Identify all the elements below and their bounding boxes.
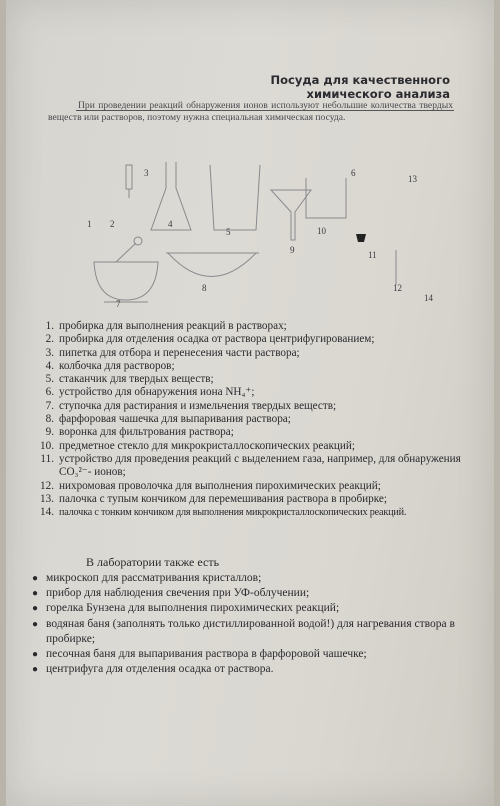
list-item: 1. пробирка для выполнения реакций в растворах; [45, 320, 287, 332]
list-item: 13. палочка с тупым кончиком для перемешивания раствора в пробирке; [40, 492, 387, 505]
also-heading: В лаборатории также есть [86, 555, 220, 569]
figure-number-6: 6 [351, 168, 356, 178]
intro-paragraph: При проведении реакций обнаружения ионов используют небольшие количества твердых веществ или растворов, поэтому нужна специальная химическая посуда. [48, 100, 453, 123]
figure-number-13: 13 [408, 174, 417, 184]
bullet-icon: ● [32, 649, 39, 661]
list-item: 10. предметное стекло для микрокристаллоскопических реакций; [40, 439, 355, 452]
pipette-drawing [126, 165, 132, 189]
list-item: 2. пробирка для отделения осадка от раствора центрифугированием; [45, 333, 375, 346]
figure-number-7: 7 [116, 299, 121, 309]
list-item: 14. палочка с тонким кончиком для выполнения микрокристаллоскопических реакций. [40, 506, 407, 519]
glassware-list [24, 320, 486, 519]
list-item: ● прибор для наблюдения свечения при УФ-облучении; [32, 586, 482, 601]
figure-number-3: 3 [144, 168, 149, 178]
figure-number-8: 8 [202, 283, 207, 293]
list-item: 4. колбочка для растворов; [45, 359, 175, 372]
list-item: 8. фарфоровая чашечка для выпаривания раствора; [45, 413, 291, 426]
document-page [6, 0, 494, 806]
figure-number-5: 5 [226, 227, 231, 237]
figure-number-4: 4 [168, 219, 173, 229]
nh4-device-drawing [306, 178, 346, 218]
figure-number-9: 9 [290, 245, 295, 255]
bullet-icon: ● [32, 573, 39, 584]
list-item: ● водяная баня (заполнять только дистиллированной водой!) для нагревания створа в пробирке; [32, 617, 482, 647]
figure-number-11: 11 [368, 250, 377, 260]
list-item: 11. устройство для проведения реакций с выделением газа, например, для обнаружения CO₃²⁻- ионов; [40, 452, 461, 479]
list-item: ● песочная баня для выпаривания раствора в фарфоровой чашечке; [32, 647, 482, 662]
figure-number-14: 14 [424, 293, 433, 303]
stopper-drawing [356, 234, 366, 242]
figure-number-10: 10 [317, 226, 326, 236]
list-item: ● центрифуга для отделения осадка от раствора. [32, 662, 482, 677]
heading-line-1: Посуда для качественного [270, 73, 450, 87]
list-item: 5. стаканчик для твердых веществ; [45, 373, 214, 386]
figure-number-2: 2 [110, 219, 115, 229]
mortar-drawing [94, 262, 158, 300]
list-item: 3. пипетка для отбора и перенесения части раствора; [45, 346, 300, 359]
bullet-icon: ● [32, 603, 39, 615]
bullet-icon: ● [32, 618, 39, 630]
list-item: 9. воронка для фильтрования раствора; [45, 426, 234, 439]
beaker-drawing [210, 165, 260, 230]
bullet-icon: ● [32, 664, 39, 676]
list-item: 6. устройство для обнаружения иона NH₄⁺; [45, 386, 255, 399]
list-item: 12. нихромовая проволочка для выполнения пирохимических реакций; [40, 479, 381, 492]
bullet-icon: ● [32, 588, 39, 600]
list-item: 7. ступочка для растирания и измельчения твердых веществ; [45, 399, 337, 412]
figure-number-12: 12 [393, 283, 402, 293]
dish-drawing [168, 253, 256, 277]
glassware-illustration [6, 0, 494, 320]
list-item: ● микроскоп для рассматривания кристаллов; [32, 571, 482, 586]
lab-equipment-list [32, 571, 482, 677]
heading-line-2: химического анализа [306, 87, 450, 101]
list-item: ● горелка Бунзена для выполнения пирохимических реакций; [32, 601, 482, 616]
funnel-drawing [271, 190, 311, 240]
figure-number-1: 1 [87, 219, 92, 229]
